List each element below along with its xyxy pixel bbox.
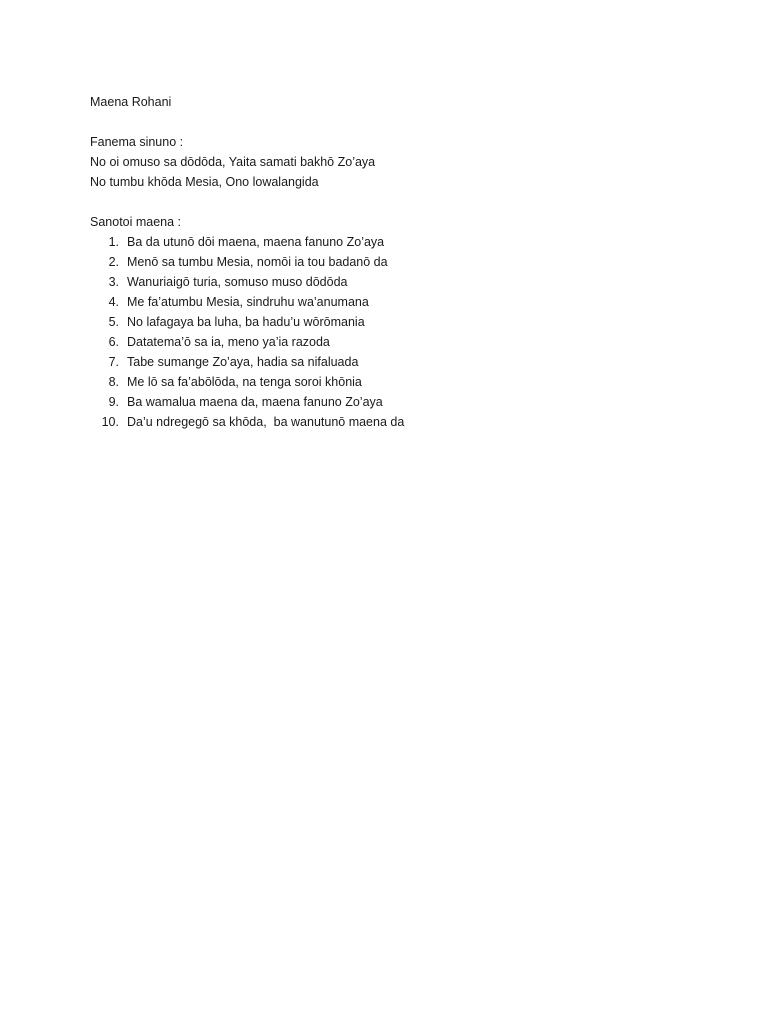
list-item xyxy=(90,272,710,292)
list-number: 9. xyxy=(108,395,119,409)
list-item xyxy=(90,312,710,332)
list-item xyxy=(90,372,710,392)
list-text: Menō sa tumbu Mesia, nomōi ia tou badanō da xyxy=(127,255,388,269)
fanema-line-1: No oi omuso sa dōdōda, Yaita samati bakhō Zo’aya xyxy=(90,155,376,169)
verse-list xyxy=(90,232,710,432)
list-item xyxy=(90,232,710,252)
list-text: Wanuriaigō turia, somuso muso dōdōda xyxy=(127,275,348,289)
list-text: Datatema’ō sa ia, meno ya’ia razoda xyxy=(127,335,330,349)
spacer xyxy=(90,112,710,132)
list-number: 4. xyxy=(108,295,119,309)
document-title: Maena Rohani xyxy=(90,95,172,109)
list-text: Me lō sa fa’abōlōda, na tenga soroi khōnia xyxy=(127,375,362,389)
list-number: 1. xyxy=(108,235,119,249)
list-number: 5. xyxy=(108,315,119,329)
fanema-line-2: No tumbu khōda Mesia, Ono lowalangida xyxy=(90,175,319,189)
list-item xyxy=(90,332,710,352)
list-item xyxy=(90,412,710,432)
list-number: 10. xyxy=(101,415,119,429)
list-number: 6. xyxy=(108,335,119,349)
list-text: No lafagaya ba luha, ba hadu’u wōrōmania xyxy=(127,315,365,329)
list-number: 7. xyxy=(108,355,119,369)
list-text: Da’u ndregegō sa khōda, ba wanutunō maena da xyxy=(127,415,405,429)
list-text: Me fa’atumbu Mesia, sindruhu wa’anumana xyxy=(127,295,369,309)
list-item xyxy=(90,352,710,372)
list-number: 3. xyxy=(108,275,119,289)
list-number: 2. xyxy=(108,255,119,269)
list-number: 8. xyxy=(108,375,119,389)
sanotoi-heading: Sanotoi maena : xyxy=(90,215,182,229)
list-item xyxy=(90,292,710,312)
document-body xyxy=(90,92,710,432)
list-text: Tabe sumange Zo’aya, hadia sa nifaluada xyxy=(127,355,359,369)
list-text: Ba wamalua maena da, maena fanuno Zo’aya xyxy=(127,395,383,409)
spacer xyxy=(90,192,710,212)
list-item xyxy=(90,252,710,272)
list-text: Ba da utunō dōi maena, maena fanuno Zo’aya xyxy=(127,235,385,249)
fanema-heading: Fanema sinuno : xyxy=(90,135,184,149)
list-item xyxy=(90,392,710,412)
